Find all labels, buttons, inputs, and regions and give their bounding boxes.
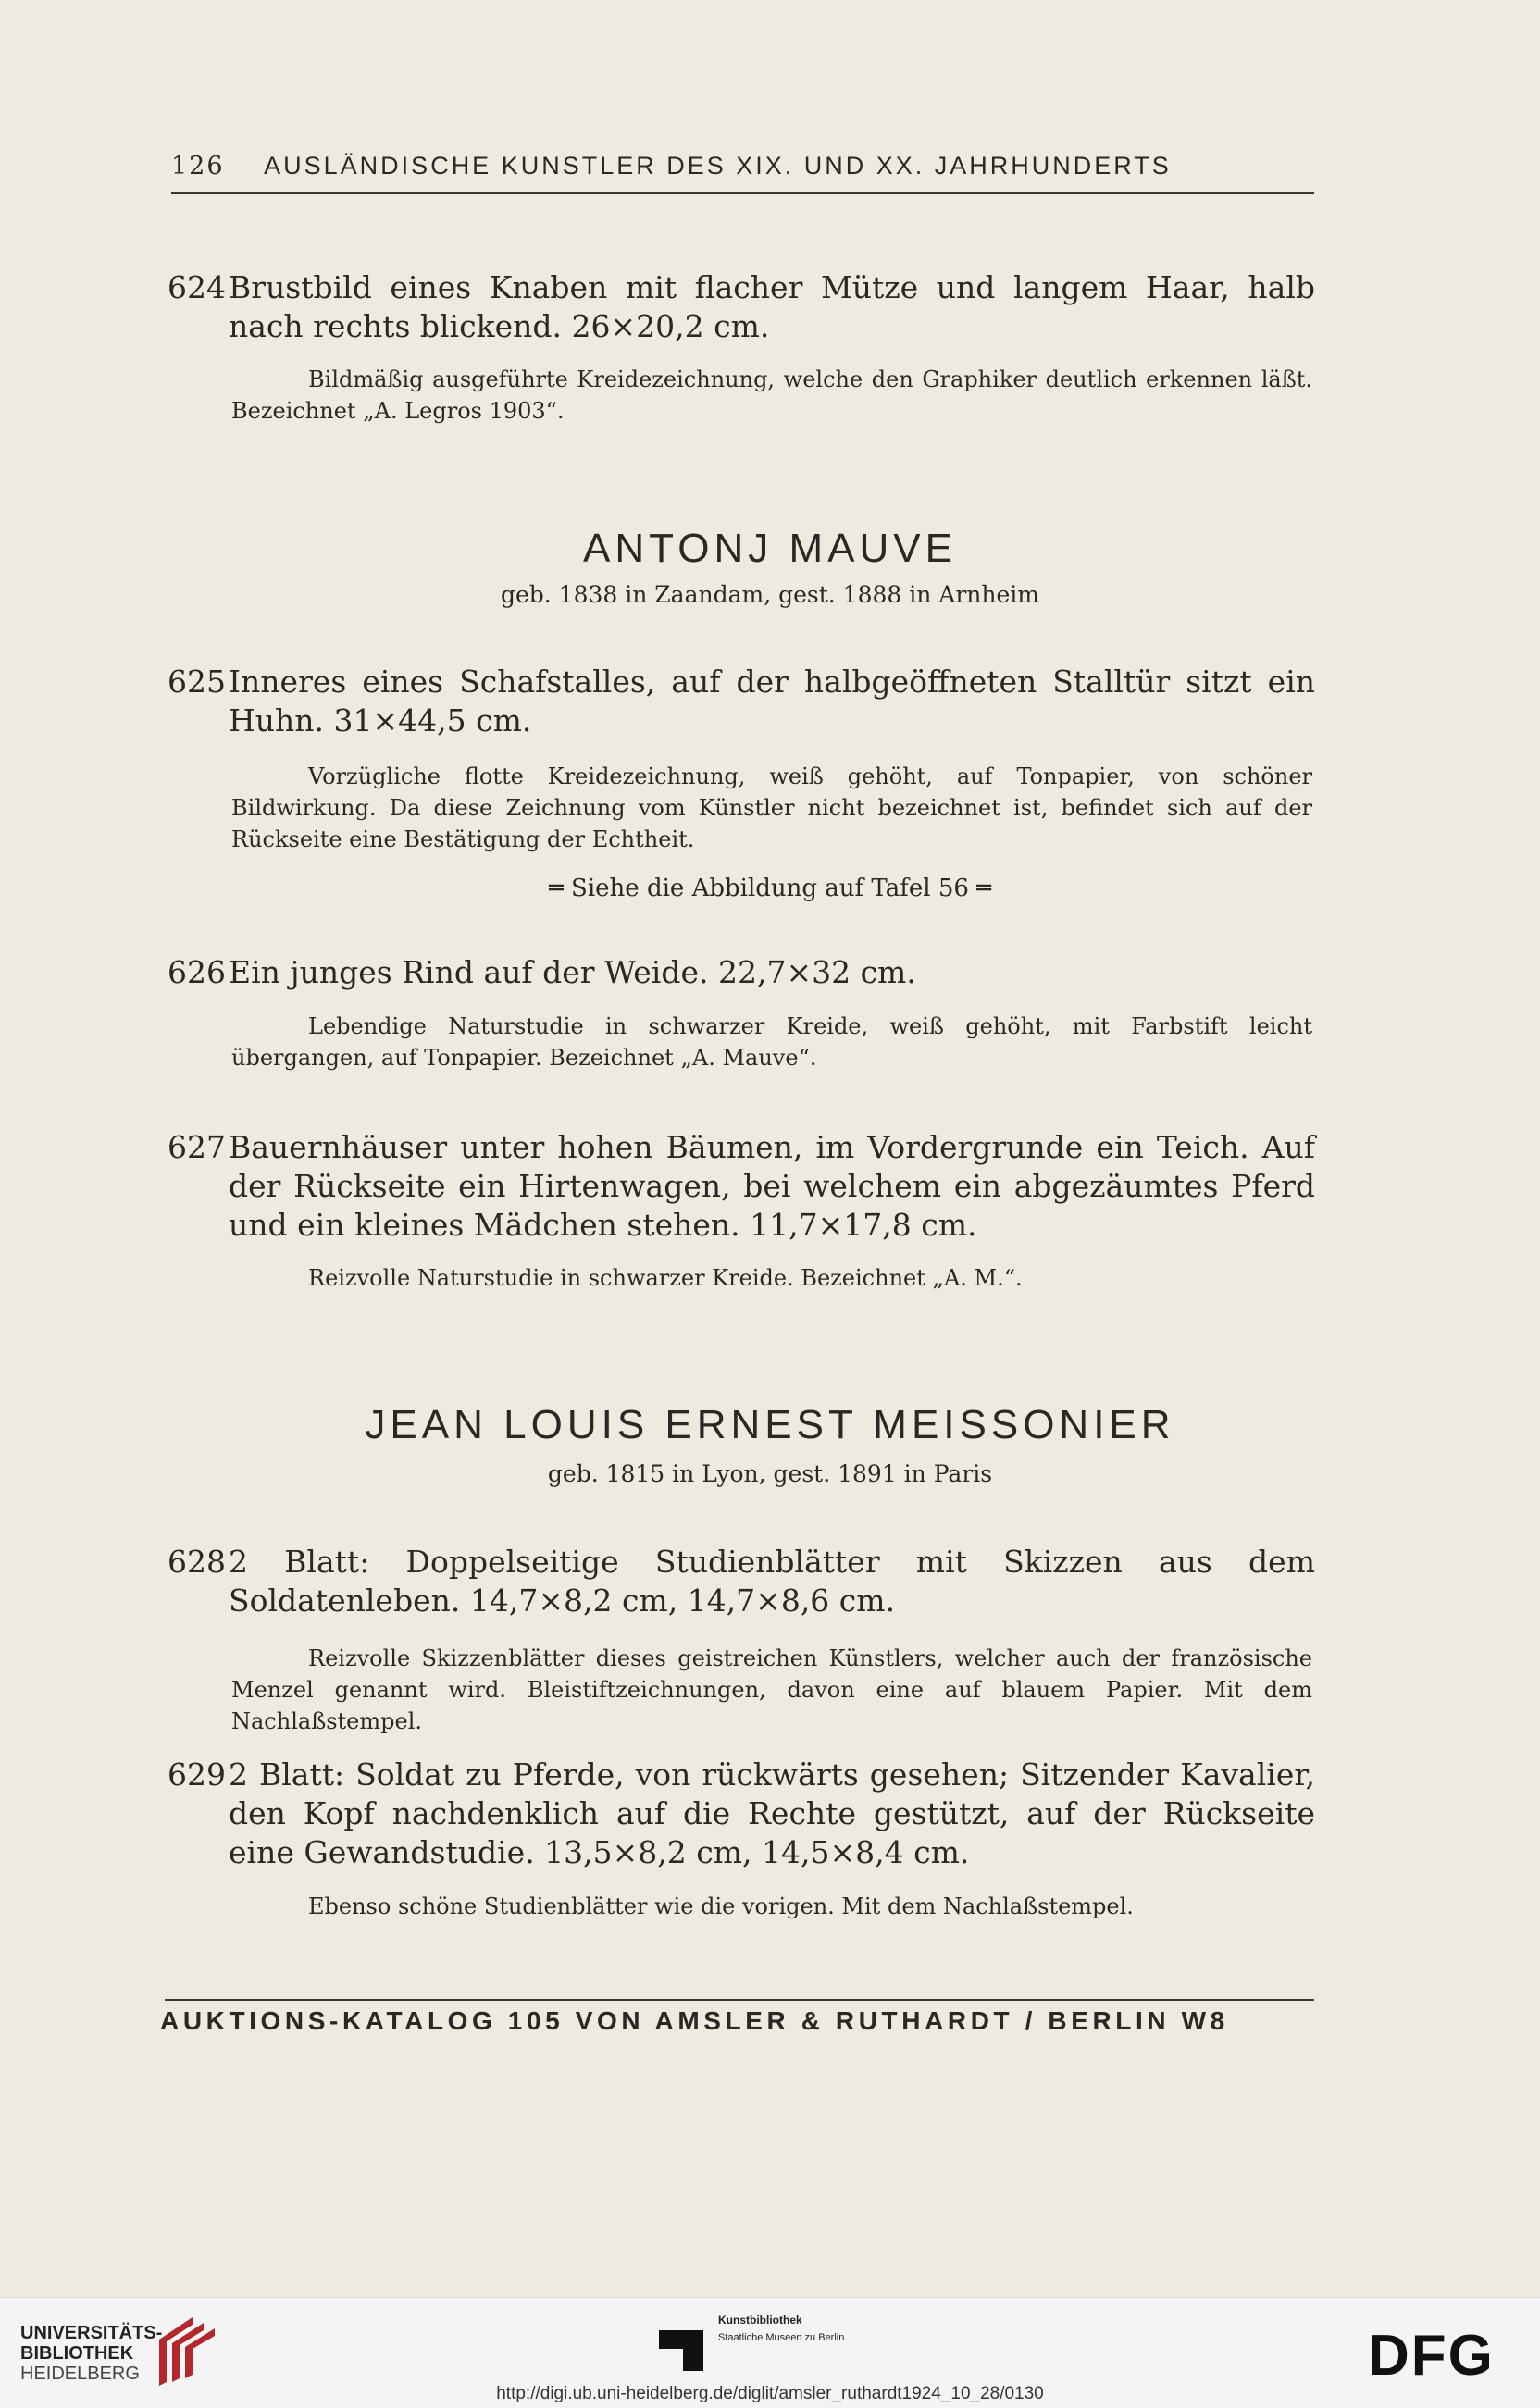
lot-number: 628 xyxy=(168,1544,226,1580)
header-rule xyxy=(171,192,1314,194)
library-line3: HEIDELBERG xyxy=(20,2364,140,2384)
footer-rule xyxy=(165,1999,1314,2001)
lot-title: Ein junges Rind auf der Weide. 22,7×32 cm. xyxy=(229,954,916,990)
lot-title: 2 Blatt: Doppelseitige Studienblätter mit Skizzen aus dem Soldatenleben. 14,7×8,2 cm, 14,7×8,6 cm. xyxy=(229,1544,1315,1619)
lot-number: 626 xyxy=(168,954,226,990)
dfg-logo[interactable]: DFG xyxy=(1368,2324,1495,2388)
lot-entry xyxy=(168,1543,1315,1620)
lot-entry xyxy=(168,1756,1315,1872)
lot-number: 624 xyxy=(168,269,226,305)
lot-note: Ebenso schöne Studienblätter wie die vorigen. Mit dem Nachlaßstempel. xyxy=(308,1893,1134,1919)
artist-heading: JEAN LOUIS ERNEST MEISSONIER xyxy=(365,1402,1175,1447)
lot-note: Bildmäßig ausgeführte Kreidezeichnung, welche den Graphiker deutlich erkennen läßt. Bezeichnet „A. Legros 1903“. xyxy=(231,366,1312,424)
artist-life-dates: geb. 1838 in Zaandam, gest. 1888 in Arnheim xyxy=(501,581,1039,608)
running-head xyxy=(171,152,1314,180)
kb-subtitle: Staatliche Museen zu Berlin xyxy=(718,2332,845,2343)
library-line1: UNIVERSITÄTS- xyxy=(20,2323,163,2343)
kunstbibliothek-logo-icon[interactable] xyxy=(655,2323,707,2375)
catalog-footer: AUKTIONS-KATALOG 105 VON AMSLER & RUTHARDT / BERLIN W8 xyxy=(160,2006,1229,2035)
lot-entry xyxy=(168,663,1315,740)
lot-entry xyxy=(168,953,1315,992)
plate-reference: ═ Siehe die Abbildung auf Tafel 56 ═ xyxy=(549,875,991,902)
lot-number: 629 xyxy=(168,1756,226,1793)
lot-number: 627 xyxy=(168,1129,226,1165)
ub-heidelberg-logo-icon[interactable] xyxy=(155,2312,222,2388)
running-head-title: AUSLÄNDISCHE KUNSTLER DES XIX. UND XX. JAHRHUNDERTS xyxy=(264,152,1172,180)
lot-title: 2 Blatt: Soldat zu Pferde, von rückwärts gesehen; Sitzender Kavalier, den Kopf nachdenklich auf die Rechte gestützt, auf der Rückseite eine Gewandstudie. 13,5×8,2 cm, 14,5×8,4 cm. xyxy=(229,1756,1315,1870)
lot-title: Brustbild eines Knaben mit flacher Mütze und langem Haar, halb nach rechts blickend. 26×20,2 cm. xyxy=(229,269,1315,344)
library-line2: BIBLIOTHEK xyxy=(20,2343,134,2364)
artist-life-dates: geb. 1815 in Lyon, gest. 1891 in Paris xyxy=(547,1460,993,1487)
lot-note: Lebendige Naturstudie in schwarzer Kreide, weiß gehöht, mit Farbstift leicht übergangen, auf Tonpapier. Bezeichnet „A. Mauve“. xyxy=(231,1013,1312,1071)
artist-heading: ANTONJ MAUVE xyxy=(583,526,957,571)
lot-entry xyxy=(168,1128,1315,1245)
page-number: 126 xyxy=(171,152,225,180)
ub-heidelberg-label[interactable] xyxy=(20,2323,162,2384)
lot-note: Vorzügliche flotte Kreidezeichnung, weiß gehöht, auf Tonpapier, von schöner Bildwirkung. Da diese Zeichnung vom Künstler nicht bezeichnet ist, befindet sich auf der Rückseite eine Bestätigung der Echtheit. xyxy=(231,763,1312,852)
kb-title: Kunstbibliothek xyxy=(718,2314,802,2327)
lot-title: Bauernhäuser unter hohen Bäumen, im Vordergrunde ein Teich. Auf der Rückseite ein Hirtenwagen, bei welchem ein abgezäumtes Pferd und ein kleines Mädchen stehen. 11,7×17,8 cm. xyxy=(229,1129,1315,1243)
lot-note: Reizvolle Skizzenblätter dieses geistreichen Künstlers, welcher auch der französische Menzel genannt wird. Bleistiftzeichnungen, davon eine auf blauem Papier. Mit dem Nachlaßstempel. xyxy=(231,1645,1312,1734)
lot-note: Reizvolle Naturstudie in schwarzer Kreide. Bezeichnet „A. M.“. xyxy=(308,1265,1023,1291)
lot-title: Inneres eines Schafstalles, auf der halbgeöffneten Stalltür sitzt ein Huhn. 31×44,5 cm. xyxy=(229,664,1315,739)
permalink-url[interactable]: http://digi.ub.uni-heidelberg.de/diglit/amsler_ruthardt1924_10_28/0130 xyxy=(496,2384,1044,2403)
lot-number: 625 xyxy=(168,664,226,700)
lot-entry xyxy=(168,268,1315,346)
kunstbibliothek-label[interactable] xyxy=(718,2312,844,2346)
